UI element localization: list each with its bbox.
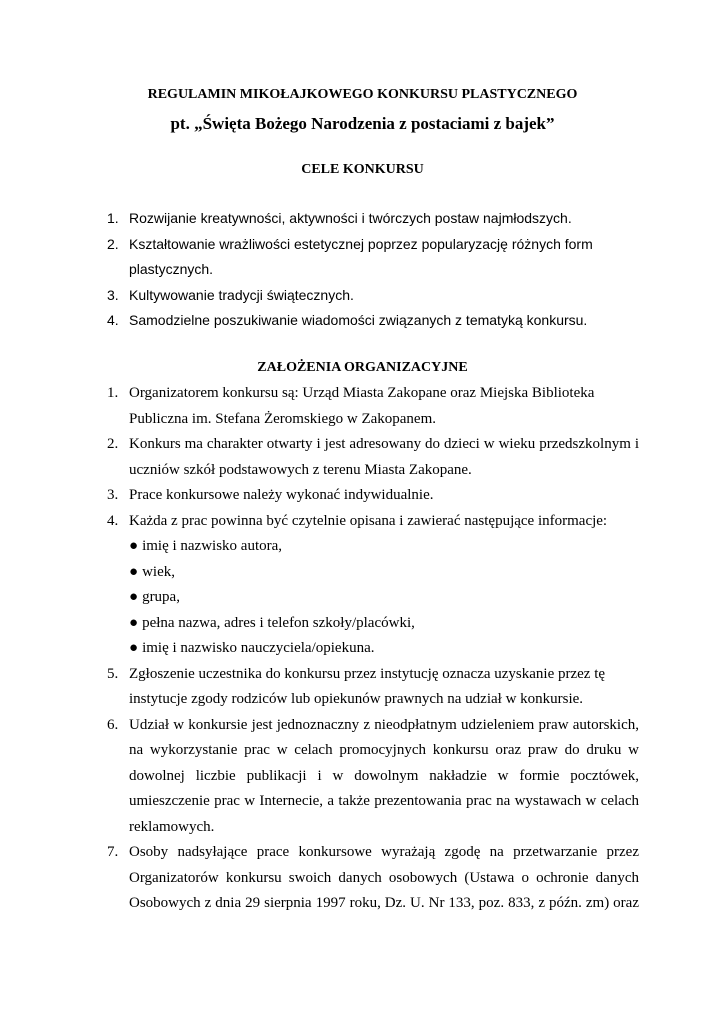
item-line: Kultywowanie tradycji świątecznych. [129,286,354,303]
item-number: 2. [107,235,119,252]
list-item [107,283,639,309]
item-number: 1. [107,210,119,226]
item-line: plastycznych. [129,261,214,277]
list-item [107,432,639,483]
item-number: 3. [107,487,119,503]
item-line: Prace konkursowe należy wykonać indywidualnie. [129,487,434,503]
list-item [107,509,639,662]
bullet-icon: ● [129,589,139,605]
item-line: dowolnej liczbie publikacji i w dowolnym nakładzie w formie pocztówek, [129,767,639,784]
section-heading-cele: CELE KONKURSU [301,162,424,177]
item-line: na wykorzystanie prac w celach promocyjnych konkursu oraz praw do druku w [129,742,639,758]
item-number: 1. [107,385,119,401]
item-line: Kształtowanie wrażliwości estetycznej poprzez popularyzację różnych form [129,235,593,252]
bullet-item: ● grupa, [129,585,639,611]
item-line: reklamowych. [129,818,215,835]
item-line: Samodzielne poszukiwanie wiadomości związanych z tematyką konkursu. [129,312,588,328]
item-line: Osoby nadsyłające prace konkursowe wyrażają zgodę na przetwarzanie przez [129,844,639,860]
list-item [107,206,639,232]
item-line: Konkurs ma charakter otwarty i jest adresowany do dzieci w wieku przedszkolnym i [129,436,639,452]
item-line: Organizatorów konkursu swoich danych osobowych (Ustawa o ochronie danych [129,869,639,886]
item-number: 2. [107,436,119,452]
item-number: 3. [107,286,119,303]
item-number: 5. [107,665,119,682]
item-line: Organizatorem konkursu są: Urząd Miasta Zakopane oraz Miejska Biblioteka [129,385,595,401]
document-title: REGULAMIN MIKOŁAJKOWEGO KONKURSU PLASTYCZNEGO [147,87,578,102]
list-item [107,840,639,917]
list-item [107,381,639,432]
item-number: 6. [107,716,119,733]
list-item [107,308,639,334]
bullet-icon: ● [129,640,139,656]
list-zalozenia [107,381,639,917]
item-line: instytucje zgody rodziców lub opiekunów prawnych na udział w konkursie. [129,691,584,707]
bullet-item: ● imię i nazwisko nauczyciela/opiekuna. [129,636,639,662]
item-line: Każda z prac powinna być czytelnie opisana i zawierać następujące informacje: [129,512,608,529]
item-line: Udział w konkursie jest jednoznaczny z nieodpłatnym udzieleniem praw autorskich, [129,716,639,733]
list-item [107,662,639,713]
bullet-icon: ● [129,563,139,580]
bullet-item: ● wiek, [129,560,639,586]
item-line: Osobowych z dnia 29 sierpnia 1997 roku, Dz. U. Nr 133, poz. 833, z późn. zm) oraz [129,895,639,911]
item-line: Zgłoszenie uczestnika do konkursu przez instytucję oznacza uzyskanie przez tę [129,665,606,682]
item-line: umieszczenie prac w Internecie, a także prezentowania prac na wystawach w celach [129,793,639,809]
item-line: Publiczna im. Stefana Żeromskiego w Zakopanem. [129,410,436,427]
bullet-icon: ● [129,538,139,554]
item-number: 7. [107,844,119,860]
item-number: 4. [107,312,119,328]
list-item [107,232,639,283]
item-number: 4. [107,512,119,529]
bullet-icon: ● [129,614,139,631]
list-cele [107,206,639,334]
item-line: uczniów szkół podstawowych z terenu Miasta Zakopane. [129,461,472,478]
document-subtitle: pt. „Święta Bożego Narodzenia z postaciami z bajek” [170,114,555,133]
list-item [107,713,639,841]
list-item [107,483,639,509]
item-line: Rozwijanie kreatywności, aktywności i twórczych postaw najmłodszych. [129,210,572,226]
bullet-item: ● pełna nazwa, adres i telefon szkoły/placówki, [129,611,639,637]
bullet-item: ● imię i nazwisko autora, [129,534,639,560]
bullet-list [129,534,639,662]
section-heading-zalozenia: ZAŁOŻENIA ORGANIZACYJNE [257,360,468,375]
